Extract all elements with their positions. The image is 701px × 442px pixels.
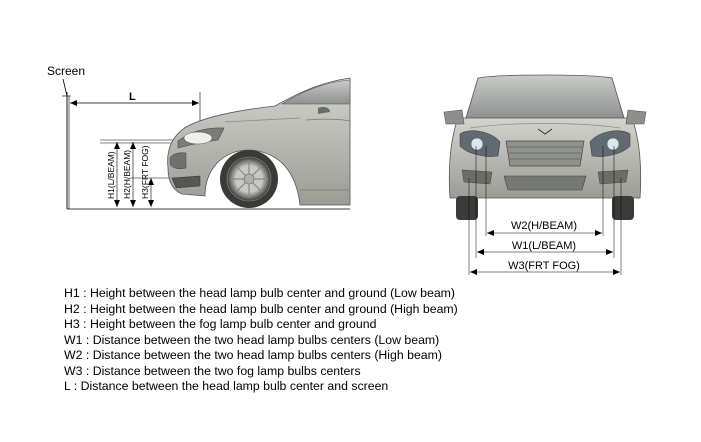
w1-label: W1(L/BEAM) bbox=[511, 240, 577, 252]
legend bbox=[64, 286, 458, 395]
car-front-illustration bbox=[444, 75, 646, 220]
front-left-tire bbox=[456, 196, 478, 220]
h2-label: H2(H/BEAM) bbox=[122, 149, 132, 199]
legend-w3: W3 : Distance between the two fog lamp bulbs centers bbox=[64, 363, 361, 378]
w3-label: W3(FRT FOG) bbox=[508, 260, 580, 272]
legend-l: L : Distance between the head lamp bulb center and screen bbox=[64, 379, 389, 393]
l-label: L bbox=[129, 91, 136, 103]
legend-h1: H1 : Height between the head lamp bulb center and ground (Low beam) bbox=[64, 286, 456, 300]
screen-label: Screen bbox=[47, 64, 86, 78]
side-view bbox=[47, 64, 350, 209]
front-view bbox=[444, 75, 646, 275]
legend-h3: H3 : Height between the fog lamp bulb center and ground bbox=[64, 317, 377, 331]
legend-w1: W1 : Distance between the two head lamp bulbs centers (Low beam) bbox=[64, 332, 440, 347]
front-right-tire bbox=[612, 196, 634, 220]
right-fog-lamp bbox=[598, 170, 628, 184]
h1-label: H1(L/BEAM) bbox=[106, 151, 116, 199]
legend-h2: H2 : Height between the head lamp bulb center and ground (High beam) bbox=[64, 301, 458, 316]
screen-leader-line bbox=[63, 79, 67, 96]
w2-label: W2(H/BEAM) bbox=[511, 220, 577, 232]
legend-w2: W2 : Distance between the two head lamp bulbs centers (High beam) bbox=[64, 348, 442, 362]
car-side-illustration bbox=[168, 78, 350, 208]
h3-label: H3(FRT FOG) bbox=[140, 145, 150, 199]
left-fog-lamp bbox=[462, 170, 492, 184]
